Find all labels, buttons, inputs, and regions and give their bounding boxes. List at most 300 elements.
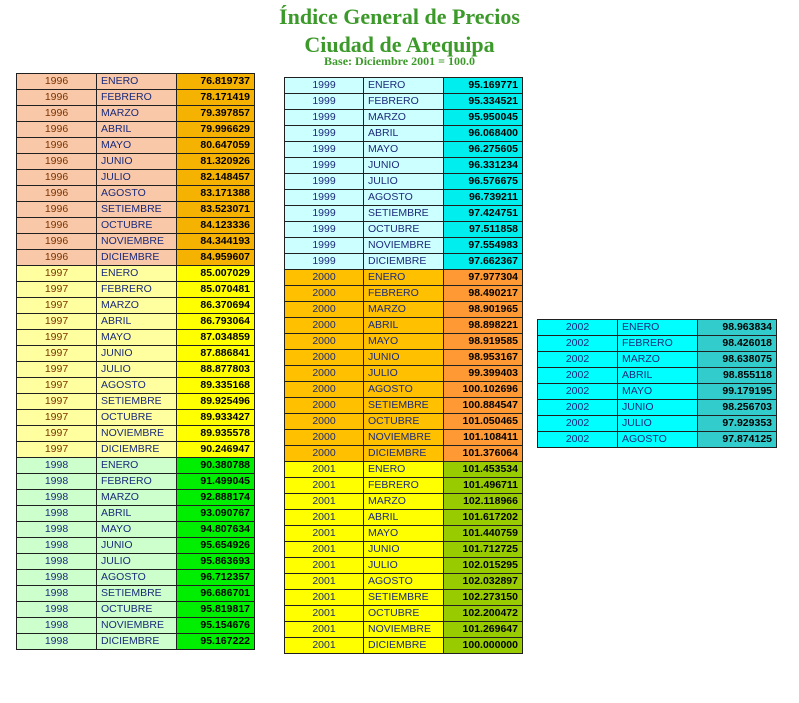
value-cell: 97.511858 — [444, 222, 523, 238]
table-row — [285, 558, 523, 574]
value-cell: 97.929353 — [698, 416, 777, 432]
value-cell: 87.886841 — [177, 346, 255, 362]
month-cell: NOVIEMBRE — [364, 622, 444, 638]
value-cell: 95.863693 — [177, 554, 255, 570]
year-cell: 2000 — [285, 302, 364, 318]
value-cell: 84.123336 — [177, 218, 255, 234]
month-cell: MAYO — [97, 522, 177, 538]
year-cell: 1998 — [17, 618, 97, 634]
table-row — [17, 250, 255, 266]
table-row — [285, 542, 523, 558]
value-cell: 90.380788 — [177, 458, 255, 474]
year-cell: 2002 — [538, 352, 618, 368]
value-cell: 96.576675 — [444, 174, 523, 190]
value-cell: 101.453534 — [444, 462, 523, 478]
value-cell: 97.424751 — [444, 206, 523, 222]
month-cell: DICIEMBRE — [97, 250, 177, 266]
month-cell: NOVIEMBRE — [97, 618, 177, 634]
year-cell: 2001 — [285, 558, 364, 574]
value-cell: 98.919585 — [444, 334, 523, 350]
value-cell: 98.953167 — [444, 350, 523, 366]
month-cell: FEBRERO — [364, 286, 444, 302]
price-index-table-1999-2001 — [284, 77, 523, 654]
year-cell: 2002 — [538, 432, 618, 448]
value-cell: 95.950045 — [444, 110, 523, 126]
table-row — [285, 462, 523, 478]
year-cell: 2001 — [285, 462, 364, 478]
table-row — [17, 426, 255, 442]
year-cell: 1998 — [17, 570, 97, 586]
month-cell: DICIEMBRE — [364, 638, 444, 654]
table-row — [17, 602, 255, 618]
table-row — [538, 400, 777, 416]
month-cell: ENERO — [364, 78, 444, 94]
month-cell: ENERO — [97, 74, 177, 90]
table-row — [285, 414, 523, 430]
value-cell: 101.269647 — [444, 622, 523, 638]
year-cell: 2000 — [285, 414, 364, 430]
value-cell: 101.712725 — [444, 542, 523, 558]
value-cell: 87.034859 — [177, 330, 255, 346]
value-cell: 98.426018 — [698, 336, 777, 352]
table-row — [17, 330, 255, 346]
value-cell: 89.935578 — [177, 426, 255, 442]
year-cell: 1998 — [17, 554, 97, 570]
value-cell: 96.275605 — [444, 142, 523, 158]
month-cell: ABRIL — [97, 314, 177, 330]
value-cell: 98.855118 — [698, 368, 777, 384]
month-cell: ENERO — [364, 270, 444, 286]
month-cell: MARZO — [97, 298, 177, 314]
year-cell: 1999 — [285, 142, 364, 158]
value-cell: 82.148457 — [177, 170, 255, 186]
value-cell: 98.638075 — [698, 352, 777, 368]
value-cell: 83.523071 — [177, 202, 255, 218]
year-cell: 1996 — [17, 122, 97, 138]
month-cell: AGOSTO — [364, 574, 444, 590]
value-cell: 93.090767 — [177, 506, 255, 522]
month-cell: JUNIO — [97, 154, 177, 170]
table-row — [538, 352, 777, 368]
table-row — [17, 266, 255, 282]
table-row — [285, 238, 523, 254]
year-cell: 1998 — [17, 634, 97, 650]
price-index-table-1996-1998 — [16, 73, 255, 650]
month-cell: FEBRERO — [97, 282, 177, 298]
year-cell: 2000 — [285, 430, 364, 446]
month-cell: ABRIL — [97, 122, 177, 138]
month-cell: MAYO — [618, 384, 698, 400]
value-cell: 83.171388 — [177, 186, 255, 202]
month-cell: JULIO — [364, 174, 444, 190]
value-cell: 78.171419 — [177, 90, 255, 106]
table-row — [17, 202, 255, 218]
month-cell: JUNIO — [97, 346, 177, 362]
value-cell: 98.898221 — [444, 318, 523, 334]
month-cell: FEBRERO — [97, 474, 177, 490]
value-cell: 95.154676 — [177, 618, 255, 634]
value-cell: 94.807634 — [177, 522, 255, 538]
year-cell: 2002 — [538, 384, 618, 400]
table-row — [285, 206, 523, 222]
value-cell: 101.617202 — [444, 510, 523, 526]
value-cell: 95.654926 — [177, 538, 255, 554]
year-cell: 1999 — [285, 110, 364, 126]
table-row — [285, 302, 523, 318]
value-cell: 84.344193 — [177, 234, 255, 250]
month-cell: AGOSTO — [97, 570, 177, 586]
year-cell: 1999 — [285, 222, 364, 238]
month-cell: ABRIL — [364, 126, 444, 142]
year-cell: 1997 — [17, 346, 97, 362]
page-subtitle: Ciudad de Arequipa — [304, 32, 495, 57]
table-row — [285, 94, 523, 110]
table-row — [285, 494, 523, 510]
year-cell: 2002 — [538, 320, 618, 336]
table-row — [285, 110, 523, 126]
year-cell: 1997 — [17, 298, 97, 314]
table-row — [17, 298, 255, 314]
table-row — [285, 478, 523, 494]
month-cell: JULIO — [618, 416, 698, 432]
year-cell: 1999 — [285, 126, 364, 142]
year-cell: 2000 — [285, 350, 364, 366]
table-row — [285, 142, 523, 158]
table-row — [17, 410, 255, 426]
month-cell: MARZO — [97, 490, 177, 506]
table-row — [17, 362, 255, 378]
value-cell: 96.331234 — [444, 158, 523, 174]
value-cell: 100.102696 — [444, 382, 523, 398]
month-cell: ENERO — [618, 320, 698, 336]
month-cell: SETIEMBRE — [97, 394, 177, 410]
month-cell: ENERO — [97, 458, 177, 474]
table-row — [538, 384, 777, 400]
value-cell: 91.499045 — [177, 474, 255, 490]
table-row — [285, 446, 523, 462]
value-cell: 89.933427 — [177, 410, 255, 426]
value-cell: 101.108411 — [444, 430, 523, 446]
price-index-table-2002 — [537, 319, 777, 448]
month-cell: ABRIL — [364, 318, 444, 334]
month-cell: JULIO — [97, 554, 177, 570]
month-cell: JULIO — [364, 558, 444, 574]
year-cell: 2001 — [285, 574, 364, 590]
month-cell: JULIO — [364, 366, 444, 382]
table-row — [285, 510, 523, 526]
year-cell: 2001 — [285, 510, 364, 526]
value-cell: 98.901965 — [444, 302, 523, 318]
year-cell: 1997 — [17, 314, 97, 330]
year-cell: 2002 — [538, 416, 618, 432]
year-cell: 2001 — [285, 606, 364, 622]
table-row — [17, 586, 255, 602]
year-cell: 2000 — [285, 446, 364, 462]
value-cell: 86.793064 — [177, 314, 255, 330]
table-row — [17, 538, 255, 554]
month-cell: SETIEMBRE — [364, 398, 444, 414]
table-row — [17, 490, 255, 506]
value-cell: 101.496711 — [444, 478, 523, 494]
value-cell: 96.068400 — [444, 126, 523, 142]
value-cell: 97.662367 — [444, 254, 523, 270]
month-cell: DICIEMBRE — [364, 446, 444, 462]
year-cell: 1997 — [17, 282, 97, 298]
table-row — [17, 122, 255, 138]
table-row — [17, 74, 255, 90]
month-cell: JULIO — [97, 362, 177, 378]
month-cell: SETIEMBRE — [364, 590, 444, 606]
table-row — [285, 622, 523, 638]
table-row — [285, 430, 523, 446]
month-cell: FEBRERO — [364, 478, 444, 494]
year-cell: 1999 — [285, 174, 364, 190]
month-cell: JUNIO — [97, 538, 177, 554]
month-cell: MAYO — [364, 142, 444, 158]
table-row — [285, 254, 523, 270]
value-cell: 102.273150 — [444, 590, 523, 606]
month-cell: DICIEMBRE — [97, 634, 177, 650]
table-row — [17, 346, 255, 362]
month-cell: ABRIL — [618, 368, 698, 384]
month-cell: AGOSTO — [97, 378, 177, 394]
year-cell: 1998 — [17, 522, 97, 538]
value-cell: 95.334521 — [444, 94, 523, 110]
month-cell: NOVIEMBRE — [97, 426, 177, 442]
table-row — [285, 222, 523, 238]
table-row — [285, 158, 523, 174]
table-row — [285, 574, 523, 590]
month-cell: JUNIO — [364, 542, 444, 558]
month-cell: JULIO — [97, 170, 177, 186]
month-cell: OCTUBRE — [364, 414, 444, 430]
month-cell: SETIEMBRE — [97, 202, 177, 218]
value-cell: 89.335168 — [177, 378, 255, 394]
value-cell: 98.490217 — [444, 286, 523, 302]
month-cell: MARZO — [97, 106, 177, 122]
month-cell: FEBRERO — [618, 336, 698, 352]
page-title: Índice General de Precios — [279, 4, 520, 29]
value-cell: 76.819737 — [177, 74, 255, 90]
table-row — [285, 350, 523, 366]
table-row — [285, 638, 523, 654]
month-cell: MARZO — [364, 494, 444, 510]
year-cell: 1999 — [285, 206, 364, 222]
month-cell: JUNIO — [618, 400, 698, 416]
year-cell: 2000 — [285, 382, 364, 398]
year-cell: 1996 — [17, 186, 97, 202]
year-cell: 1996 — [17, 218, 97, 234]
table-row — [538, 368, 777, 384]
month-cell: MAYO — [97, 330, 177, 346]
year-cell: 1997 — [17, 266, 97, 282]
table-row — [17, 186, 255, 202]
table-row — [285, 286, 523, 302]
year-cell: 1999 — [285, 78, 364, 94]
table-row — [17, 170, 255, 186]
table-row — [285, 590, 523, 606]
table-row — [17, 506, 255, 522]
table-row — [285, 606, 523, 622]
year-cell: 2001 — [285, 478, 364, 494]
year-cell: 1998 — [17, 538, 97, 554]
value-cell: 99.179195 — [698, 384, 777, 400]
year-cell: 1999 — [285, 94, 364, 110]
table-row — [285, 270, 523, 286]
year-cell: 1996 — [17, 154, 97, 170]
year-cell: 2001 — [285, 494, 364, 510]
year-cell: 2002 — [538, 368, 618, 384]
year-cell: 2000 — [285, 366, 364, 382]
value-cell: 101.050465 — [444, 414, 523, 430]
value-cell: 100.884547 — [444, 398, 523, 414]
table-row — [17, 154, 255, 170]
value-cell: 98.963834 — [698, 320, 777, 336]
month-cell: MARZO — [618, 352, 698, 368]
value-cell: 97.874125 — [698, 432, 777, 448]
value-cell: 102.118966 — [444, 494, 523, 510]
year-cell: 1998 — [17, 586, 97, 602]
value-cell: 96.739211 — [444, 190, 523, 206]
value-cell: 85.070481 — [177, 282, 255, 298]
month-cell: ABRIL — [97, 506, 177, 522]
table-row — [17, 634, 255, 650]
table-row — [285, 382, 523, 398]
value-cell: 102.200472 — [444, 606, 523, 622]
table-row — [538, 432, 777, 448]
year-cell: 1996 — [17, 106, 97, 122]
value-cell: 101.440759 — [444, 526, 523, 542]
month-cell: MARZO — [364, 110, 444, 126]
value-cell: 100.000000 — [444, 638, 523, 654]
table-row — [17, 90, 255, 106]
year-cell: 2001 — [285, 526, 364, 542]
year-cell: 1999 — [285, 190, 364, 206]
value-cell: 80.647059 — [177, 138, 255, 154]
value-cell: 79.397857 — [177, 106, 255, 122]
value-cell: 97.977304 — [444, 270, 523, 286]
month-cell: JUNIO — [364, 350, 444, 366]
table-row — [17, 394, 255, 410]
year-cell: 1999 — [285, 238, 364, 254]
table-row — [285, 78, 523, 94]
year-cell: 1998 — [17, 602, 97, 618]
value-cell: 101.376064 — [444, 446, 523, 462]
year-cell: 1998 — [17, 474, 97, 490]
year-cell: 1999 — [285, 254, 364, 270]
value-cell: 95.819817 — [177, 602, 255, 618]
year-cell: 1998 — [17, 490, 97, 506]
value-cell: 89.925496 — [177, 394, 255, 410]
value-cell: 102.032897 — [444, 574, 523, 590]
table-row — [285, 334, 523, 350]
year-cell: 1998 — [17, 458, 97, 474]
year-cell: 1996 — [17, 74, 97, 90]
year-cell: 1997 — [17, 442, 97, 458]
value-cell: 98.256703 — [698, 400, 777, 416]
table-row — [17, 234, 255, 250]
year-cell: 1996 — [17, 234, 97, 250]
year-cell: 1996 — [17, 138, 97, 154]
month-cell: NOVIEMBRE — [97, 234, 177, 250]
month-cell: SETIEMBRE — [97, 586, 177, 602]
table-row — [17, 138, 255, 154]
value-cell: 84.959607 — [177, 250, 255, 266]
table-row — [17, 474, 255, 490]
table-row — [285, 398, 523, 414]
month-cell: DICIEMBRE — [97, 442, 177, 458]
table-row — [17, 554, 255, 570]
month-cell: OCTUBRE — [97, 602, 177, 618]
value-cell: 102.015295 — [444, 558, 523, 574]
table-row — [285, 366, 523, 382]
table-row — [538, 336, 777, 352]
value-cell: 81.320926 — [177, 154, 255, 170]
table-row — [17, 218, 255, 234]
month-cell: MAYO — [364, 526, 444, 542]
month-cell: NOVIEMBRE — [364, 238, 444, 254]
table-row — [17, 522, 255, 538]
table-row — [285, 126, 523, 142]
month-cell: OCTUBRE — [97, 410, 177, 426]
table-row — [285, 174, 523, 190]
year-cell: 1996 — [17, 90, 97, 106]
value-cell: 79.996629 — [177, 122, 255, 138]
month-cell: ENERO — [97, 266, 177, 282]
month-cell: ABRIL — [364, 510, 444, 526]
year-cell: 2001 — [285, 542, 364, 558]
base-note: Base: Diciembre 2001 = 100.0 — [324, 54, 475, 68]
month-cell: AGOSTO — [618, 432, 698, 448]
year-cell: 2000 — [285, 286, 364, 302]
month-cell: AGOSTO — [364, 382, 444, 398]
year-cell: 2001 — [285, 622, 364, 638]
table-row — [17, 618, 255, 634]
value-cell: 85.007029 — [177, 266, 255, 282]
table-row — [17, 442, 255, 458]
table-row — [17, 458, 255, 474]
month-cell: FEBRERO — [364, 94, 444, 110]
value-cell: 92.888174 — [177, 490, 255, 506]
table-row — [17, 106, 255, 122]
year-cell: 2001 — [285, 638, 364, 654]
table-row — [285, 190, 523, 206]
year-cell: 2001 — [285, 590, 364, 606]
value-cell: 96.686701 — [177, 586, 255, 602]
value-cell: 90.246947 — [177, 442, 255, 458]
table-row — [538, 416, 777, 432]
year-cell: 1997 — [17, 378, 97, 394]
year-cell: 1996 — [17, 250, 97, 266]
value-cell: 86.370694 — [177, 298, 255, 314]
month-cell: DICIEMBRE — [364, 254, 444, 270]
year-cell: 1996 — [17, 202, 97, 218]
year-cell: 1997 — [17, 410, 97, 426]
month-cell: SETIEMBRE — [364, 206, 444, 222]
year-cell: 1997 — [17, 426, 97, 442]
table-row — [285, 318, 523, 334]
table-row — [17, 282, 255, 298]
table-row — [17, 570, 255, 586]
year-cell: 2000 — [285, 318, 364, 334]
year-cell: 2000 — [285, 270, 364, 286]
table-row — [17, 378, 255, 394]
month-cell: NOVIEMBRE — [364, 430, 444, 446]
value-cell: 99.399403 — [444, 366, 523, 382]
year-cell: 1998 — [17, 506, 97, 522]
value-cell: 97.554983 — [444, 238, 523, 254]
month-cell: ENERO — [364, 462, 444, 478]
